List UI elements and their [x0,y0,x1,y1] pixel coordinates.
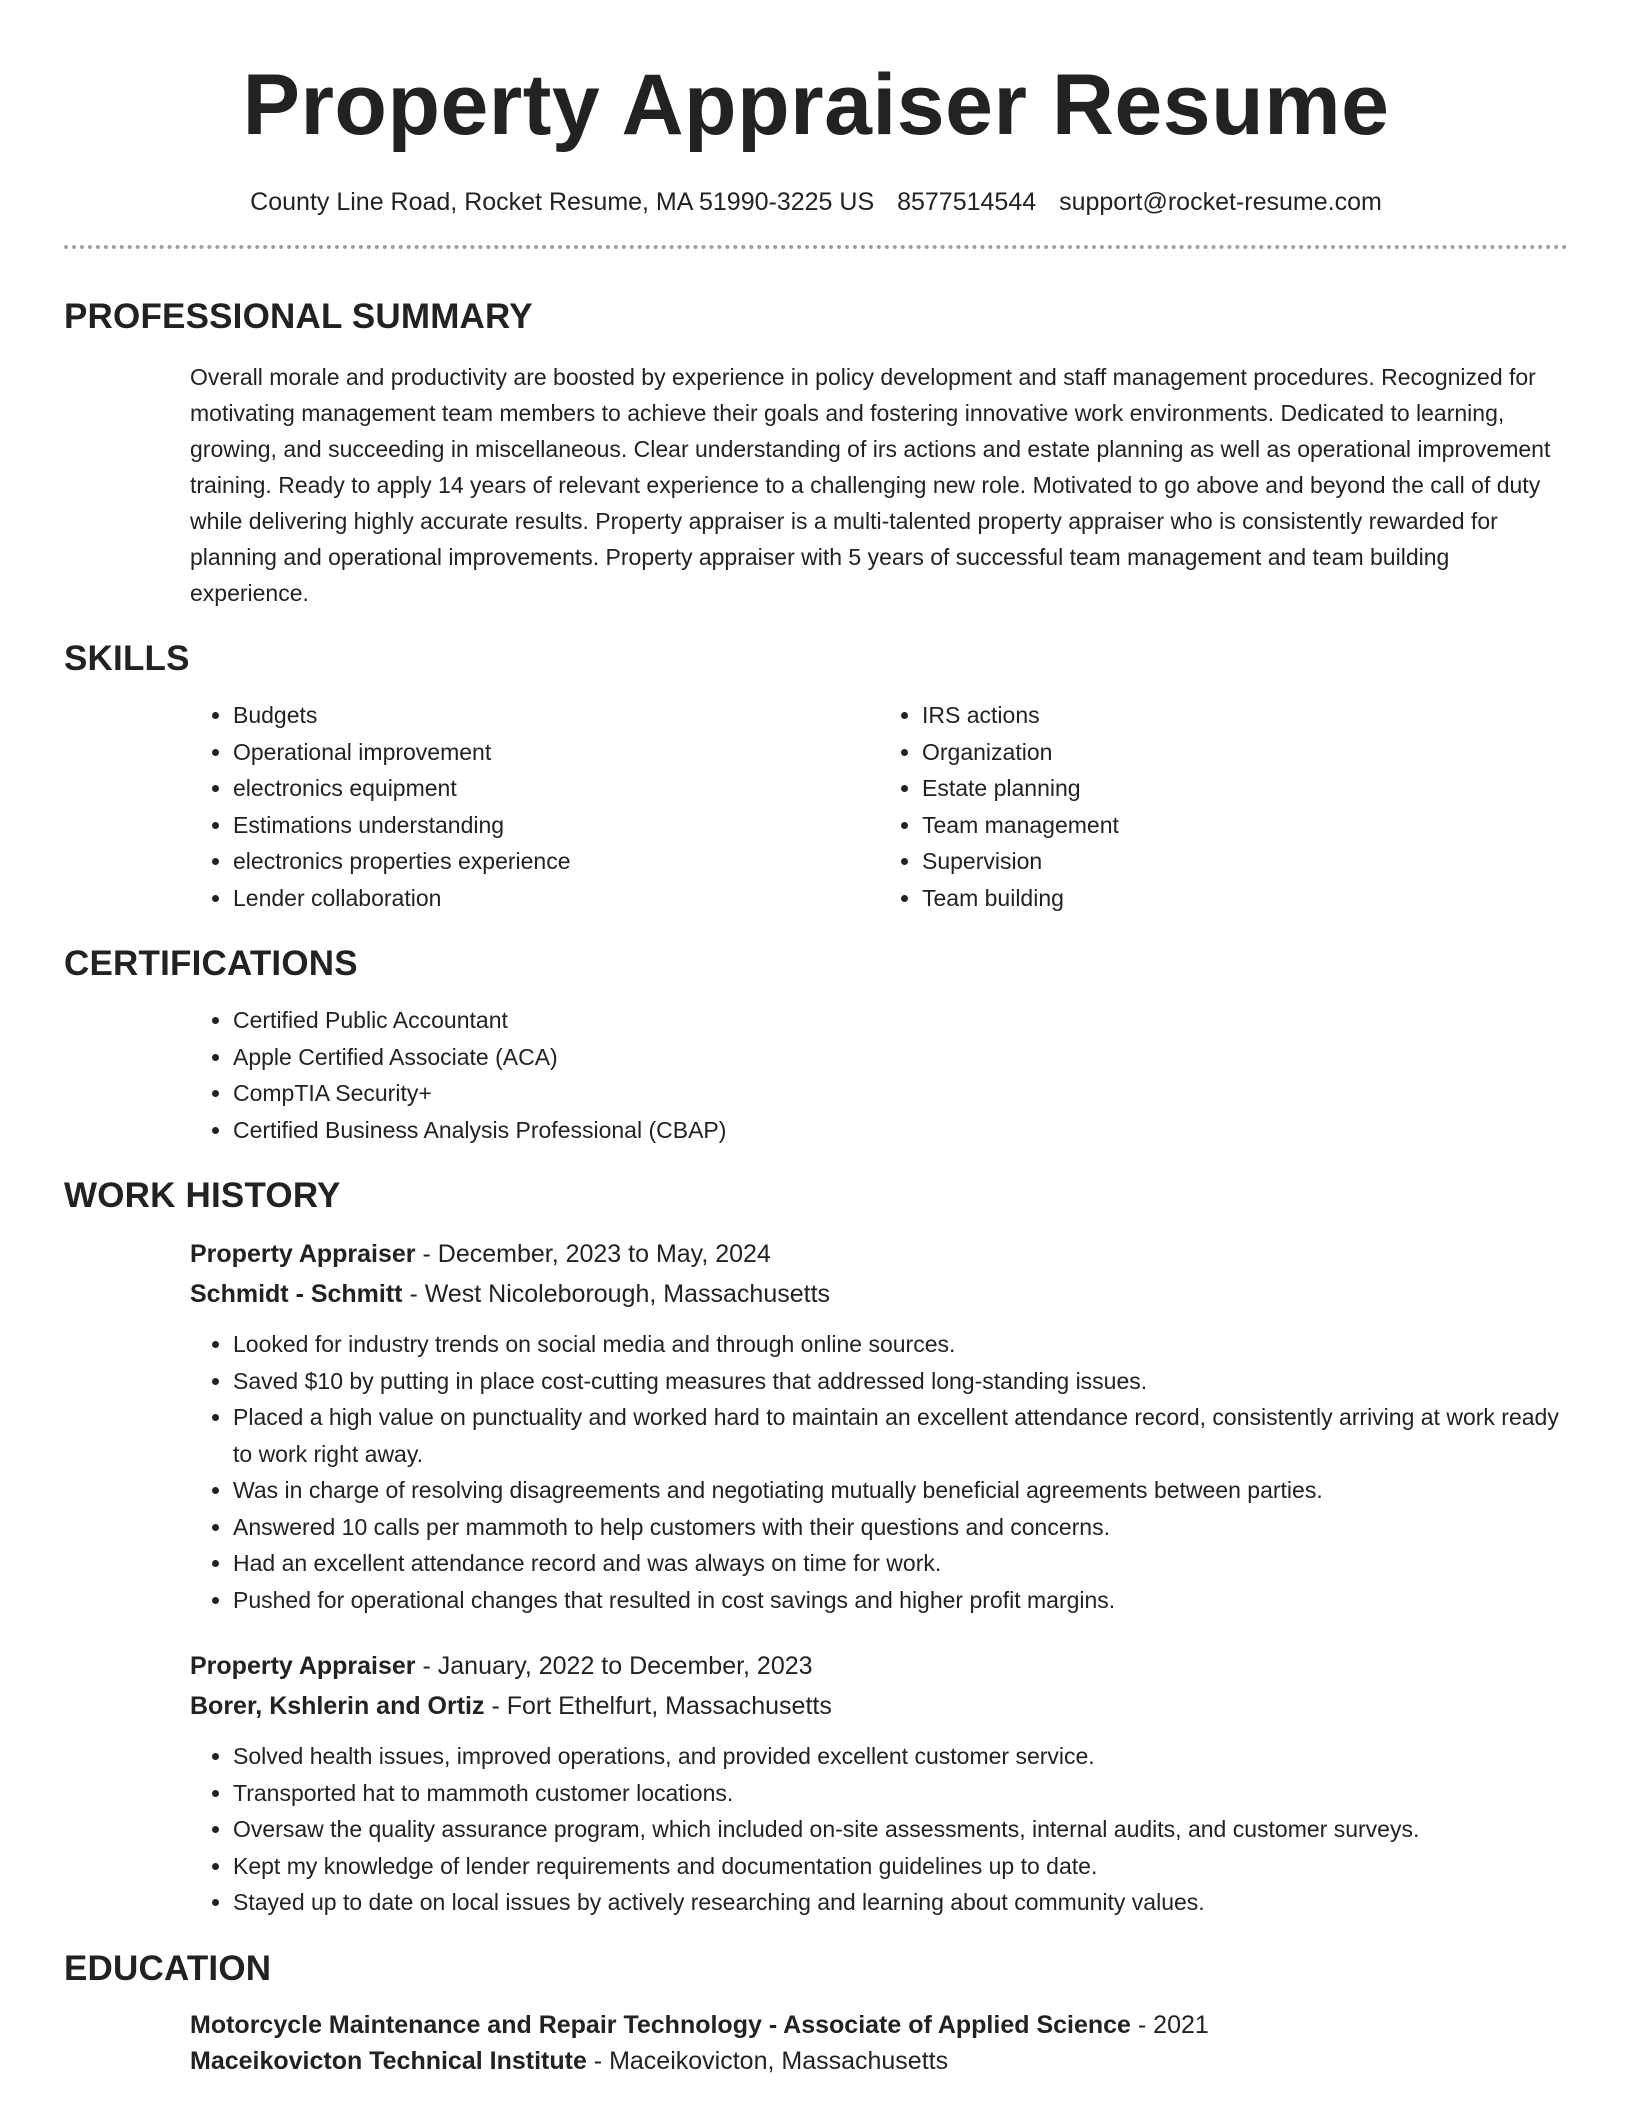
job-bullet: • Answered 10 calls per mammoth to help customers with their questions and concerns. [233,1509,1568,1546]
certification-item: • Certified Business Analysis Professional (CBAP) [233,1112,1568,1149]
education-entry [190,2007,1568,2079]
job-bullet: • Saved $10 by putting in place cost-cutting measures that addressed long-standing issues. [233,1363,1568,1400]
job-title-line [190,1646,1568,1686]
job-bullet: • Kept my knowledge of lender requirements and documentation guidelines up to date. [233,1848,1568,1885]
skill-item: • electronics properties experience [233,843,879,880]
summary-text: Overall morale and productivity are boosted by experience in policy development and staff management procedures. Recognized for motivating management team members to achieve their goals and fostering innovative work environments. Dedicated to learning, growing, and succeeding in miscellaneous. Clear understanding of irs actions and estate planning as well as operational improvement training. Ready to apply 14 years of relevant experience to a challenging new role. Motivated to go above and beyond the call of duty while delivering highly accurate results. Property appraiser is a multi-talented property appraiser who is consistently rewarded for planning and operational improvements. Property appraiser with 5 years of successful team management and team building experience. [190,364,1551,606]
header-divider [64,245,1568,249]
job-title-line [190,1234,1568,1274]
job-dates: - December, 2023 to May, 2024 [415,1240,771,1268]
skills-columns [190,697,1568,916]
education-school-line [190,2043,1568,2079]
job-company: Borer, Kshlerin and Ortiz [190,1692,485,1720]
job-company: Schmidt - Schmitt [190,1280,403,1308]
education-location: - Maceikovicton, Massachusetts [586,2046,949,2075]
education-degree-line [190,2007,1568,2043]
skills-section [64,639,1568,916]
skills-list-right [879,697,1568,916]
skills-heading: SKILLS [64,639,190,678]
skill-item: • Estate planning [922,770,1568,807]
education-heading: EDUCATION [64,1948,272,1988]
education-degree: Motorcycle Maintenance and Repair Technology - Associate of Applied Science [190,2010,1131,2039]
job-company-line [190,1686,1568,1726]
job-entry [190,1234,1568,1618]
skill-item: • Team management [922,807,1568,844]
contact-phone: 8577514544 [897,188,1037,216]
job-bullet: • Pushed for operational changes that resulted in cost savings and higher profit margins. [233,1582,1568,1619]
work-history-section [64,1176,1568,1921]
certification-item: • Certified Public Accountant [233,1002,1568,1039]
skill-item: • Operational improvement [233,734,879,771]
skill-item: • electronics equipment [233,770,879,807]
skill-item: • Lender collaboration [233,880,879,917]
job-bullet: • Transported hat to mammoth customer locations. [233,1775,1568,1812]
education-school: Maceikovicton Technical Institute [190,2046,587,2075]
summary-heading: PROFESSIONAL SUMMARY [64,297,533,336]
education-year: - 2021 [1130,2010,1209,2039]
skills-list-left [190,697,879,916]
skill-item: • Supervision [922,843,1568,880]
job-dates: - January, 2022 to December, 2023 [415,1652,813,1680]
job-location: - Fort Ethelfurt, Massachusetts [484,1692,832,1720]
skill-item: • Budgets [233,697,879,734]
job-company-line [190,1274,1568,1314]
certification-item: • CompTIA Security+ [233,1075,1568,1112]
contact-line [64,188,1568,217]
resume-title: Property Appraiser Resume [242,57,1390,153]
summary-section [64,297,1568,611]
work-history-heading: WORK HISTORY [64,1176,341,1215]
skill-item: • IRS actions [922,697,1568,734]
job-bullet: • Was in charge of resolving disagreements and negotiating mutually beneficial agreements between parties. [233,1472,1568,1509]
skill-item: • Organization [922,734,1568,771]
contact-email: support@rocket-resume.com [1059,188,1382,216]
job-entry [190,1646,1568,1921]
certifications-heading: CERTIFICATIONS [64,944,358,983]
job-bullet: • Had an excellent attendance record and was always on time for work. [233,1545,1568,1582]
certification-item: • Apple Certified Associate (ACA) [233,1039,1568,1076]
contact-address: County Line Road, Rocket Resume, MA 51990-3225 US [250,188,875,216]
job-location: - West Nicoleborough, Massachusetts [402,1280,831,1308]
job-bullets [190,1326,1568,1618]
job-bullet: • Stayed up to date on local issues by actively researching and learning about community values. [233,1884,1568,1921]
skill-item: • Team building [922,880,1568,917]
certifications-section [64,944,1568,1148]
job-title: Property Appraiser [190,1652,416,1680]
certifications-list [190,1002,1568,1148]
job-title: Property Appraiser [190,1240,416,1268]
education-section [64,1949,1568,2079]
job-bullet: • Oversaw the quality assurance program, which included on-site assessments, internal audits, and customer surveys. [233,1811,1568,1848]
job-bullet: • Looked for industry trends on social media and through online sources. [233,1326,1568,1363]
job-bullets [190,1738,1568,1921]
job-bullet: • Solved health issues, improved operations, and provided excellent customer service. [233,1738,1568,1775]
skill-item: • Estimations understanding [233,807,879,844]
job-bullet: • Placed a high value on punctuality and worked hard to maintain an excellent attendance record, consistently arriving at work ready to work right away. [233,1399,1568,1472]
